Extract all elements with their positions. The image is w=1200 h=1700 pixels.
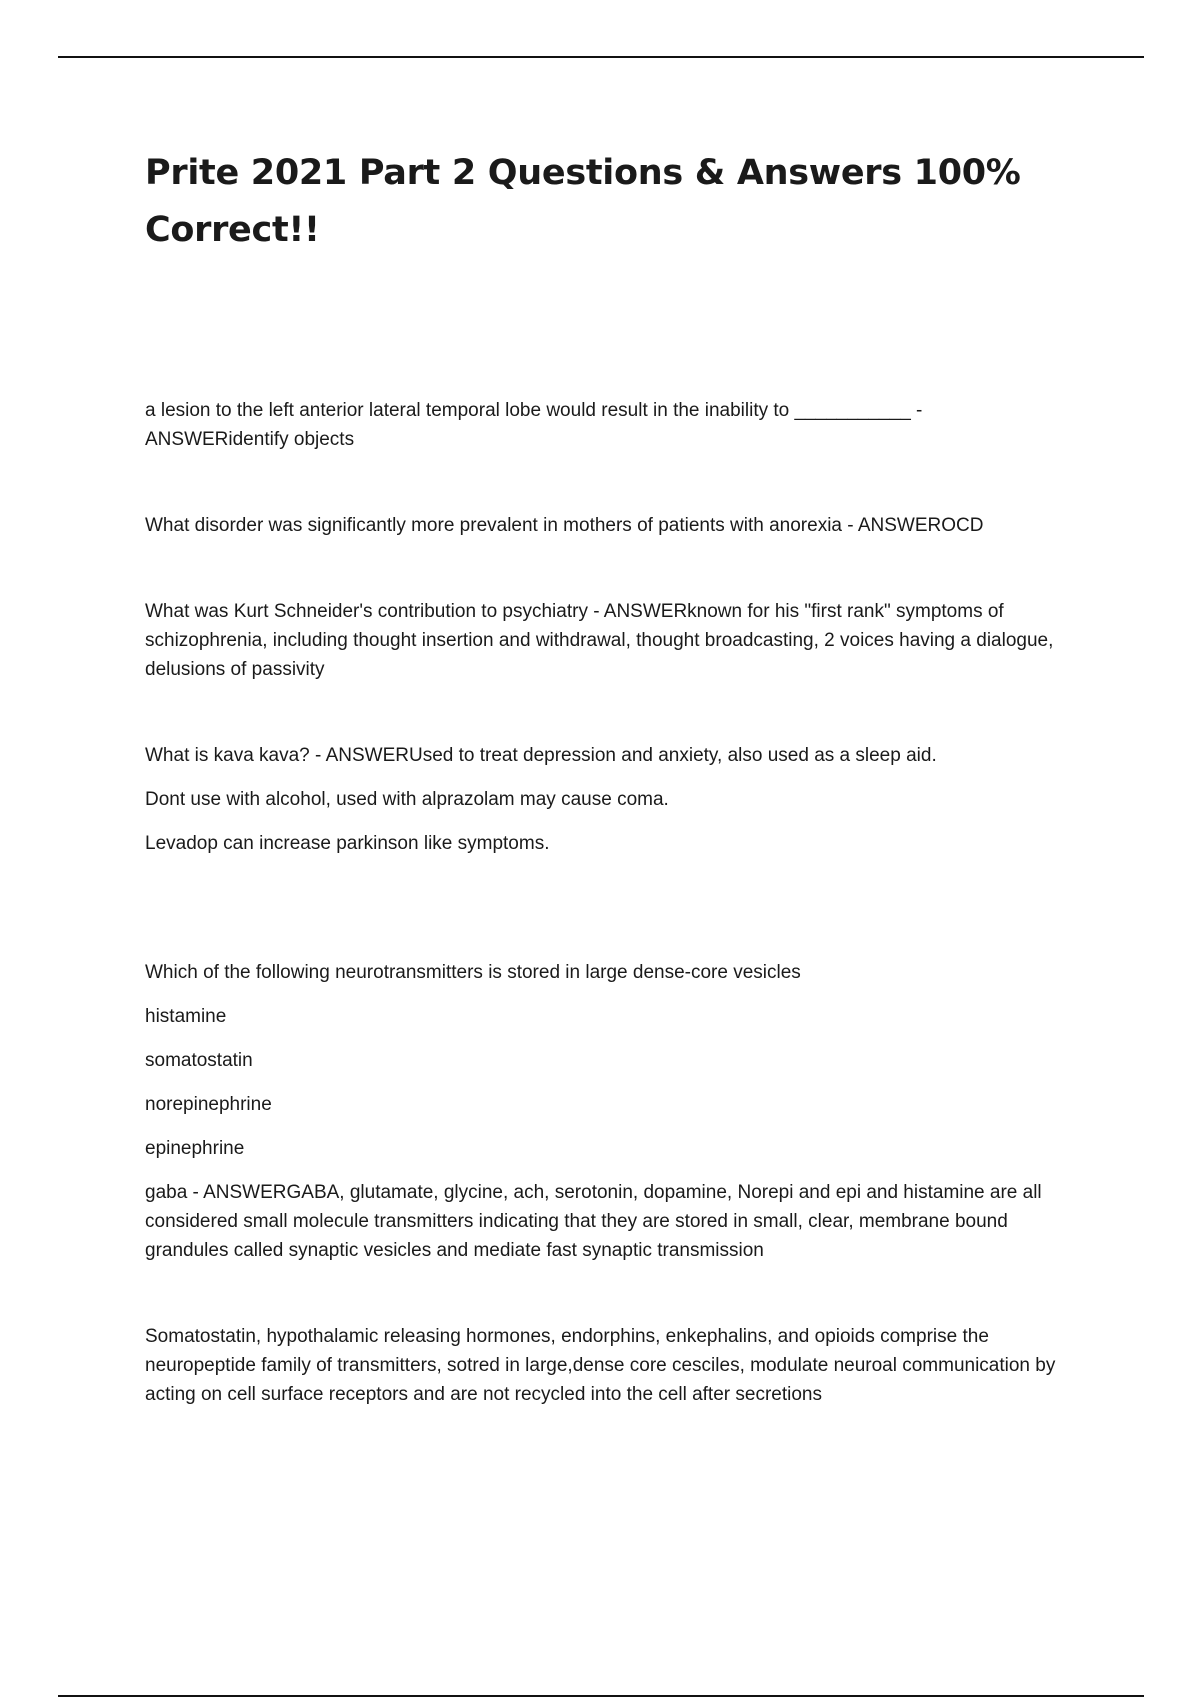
option-gaba-answer: gaba - ANSWERGABA, glutamate, glycine, ach, serotonin, dopamine, Norepi and epi and histamine are all considered small molecule transmitters indicating that they are stored in small, clear, membrane bound grandules called synaptic vesicles and mediate fast synaptic transmission [145,1182,1042,1261]
bottom-rule [58,1695,1144,1697]
qa-kurt-schneider: What was Kurt Schneider's contribution to psychiatry - ANSWERknown for his "first rank" symptoms of schizophrenia, including thought insertion and withdrawal, thought broadcasting, 2 voices having a dialogue, delusions of passivity [145,601,1054,680]
qa-kava-kava: What is kava kava? - ANSWERUsed to treat depression and anxiety, also used as a sleep aid. [145,745,937,766]
question-dense-core-vesicles: Which of the following neurotransmitters is stored in large dense-core vesicles [145,962,801,983]
document-body [145,396,1065,1409]
option-somatostatin: somatostatin [145,1050,253,1071]
option-epinephrine: epinephrine [145,1138,245,1159]
document-title: Prite 2021 Part 2 Questions & Answers 100% Correct!! [145,153,1021,250]
kava-alcohol-note: Dont use with alcohol, used with alprazolam may cause coma. [145,789,669,810]
somatostatin-explanation: Somatostatin, hypothalamic releasing hormones, endorphins, enkephalins, and opioids comprise the neuropeptide family of transmitters, sotred in large,dense core cesciles, modulate neuroal communication by acting on cell surface receptors and are not recycled into the cell after secretions [145,1326,1056,1405]
option-histamine: histamine [145,1006,227,1027]
qa-anorexia-mothers: What disorder was significantly more prevalent in mothers of patients with anorexia - ANSWEROCD [145,515,984,536]
qa-lesion-temporal-lobe: a lesion to the left anterior lateral temporal lobe would result in the inability to ___________ - ANSWERidentify objects [145,400,923,450]
top-rule [58,56,1144,58]
option-norepinephrine: norepinephrine [145,1094,272,1115]
kava-levadop-note: Levadop can increase parkinson like symptoms. [145,833,550,854]
